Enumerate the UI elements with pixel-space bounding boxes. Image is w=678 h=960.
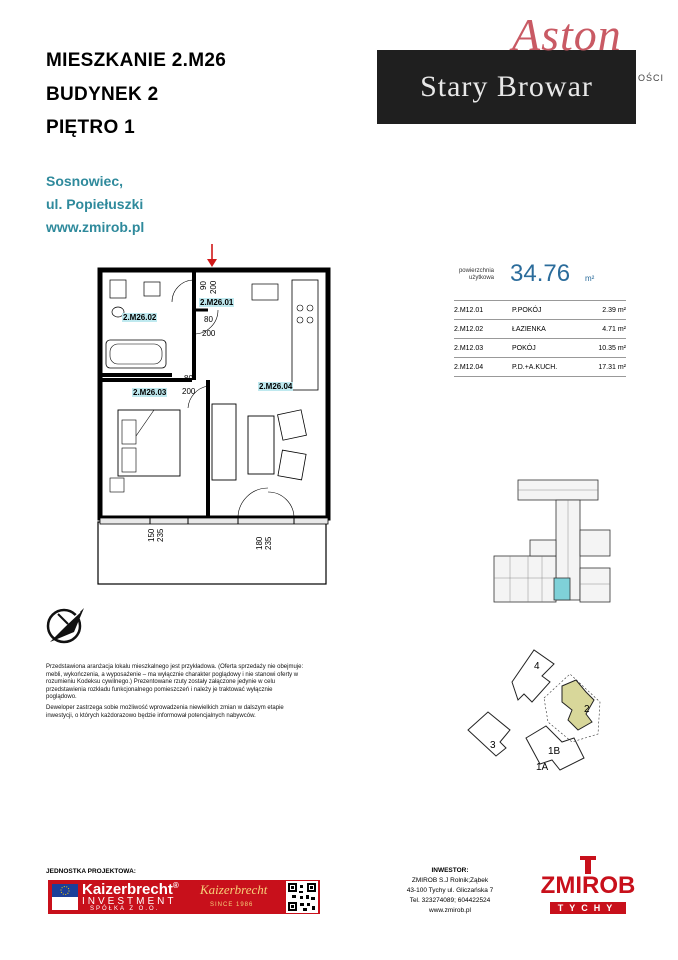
kaizer-line2: INVESTMENT: [82, 896, 177, 907]
kaizer-since: SINCE 1986: [210, 902, 254, 908]
project-name: Stary Browar: [420, 70, 593, 103]
dim-door-main-w: 90: [199, 281, 208, 290]
agency-suffix: OŚCI: [638, 73, 665, 83]
room-tag-01: 2.M26.01: [200, 298, 234, 307]
dim-door-main-h: 200: [209, 280, 218, 294]
kaizer-line3: SPÓŁKA Z O.O.: [90, 906, 160, 912]
building-title: BUDYNEK 2: [46, 84, 159, 105]
dim-win1-w: 150: [147, 528, 156, 542]
disclaimer-p1: Przedstawiona aranżacja lokalu mieszkalnego jest przykładowa. (Oferta sprzedaży nie obejmuje: mebli, wykończenia, a wyposażenie – ma wyłącznie charakter poglądowy i nie stanowi oferty w rozumieniu Kodeksu cywilnego.) Prezentowane rzuty zostały załączone jedynie w celu przedstawienia rozkładu funkcjonalnego pomieszczeń i należy je traktować wyłącznie poglądowo.: [46, 664, 304, 700]
zmirob-name: ZMIROB: [540, 872, 636, 899]
investor-phone: Tel. 323274089; 604422524: [409, 897, 491, 904]
investor-address: 43-100 Tychy ul. Gliczańska 7: [406, 887, 494, 894]
room-tag-04: 2.M26.04: [259, 382, 293, 391]
down-arrow-icon: [207, 244, 217, 267]
area-label: powierzchnia użytkowa: [458, 268, 494, 281]
city-text: Sosnowiec,: [46, 173, 124, 189]
project-logo: [377, 50, 636, 124]
floor-plan: [92, 240, 337, 590]
investor-block: [380, 866, 520, 916]
street-text: ul. Popiełuszki: [46, 196, 144, 212]
table-row: 2.M12.04 P.D.+A.KUCH. 17.31 m²: [454, 358, 626, 377]
kaizer-logo2: Kaizerbrecht: [200, 882, 268, 897]
dim-door-room-h: 200: [182, 387, 196, 396]
site-label-1b: 1B: [548, 746, 561, 757]
site-label-4: 4: [534, 661, 540, 672]
disclaimer-p2: Deweloper zastrzega sobie możliwość wprowadzenia niewielkich zmian w dalszym etapie inwestycji, o których każdorazowo będzie informował potencjalnych nabywców.: [46, 705, 284, 719]
dim-win2-w: 180: [255, 536, 264, 550]
dim-win1-h: 235: [156, 528, 165, 542]
room-tag-02: 2.M26.02: [123, 313, 157, 322]
eu-flag-icon: [52, 884, 78, 910]
kaizer-name: Kaizerbrecht®: [82, 881, 179, 898]
zmirob-logo: [540, 856, 636, 918]
apartment-title: MIESZKANIE 2.M26: [46, 50, 227, 71]
investor-name: ZMIROB S.J Rolnik;Ząbek: [411, 877, 489, 884]
dim-door-room-w: 80: [184, 374, 193, 383]
rooms-table: [454, 300, 626, 377]
investor-www[interactable]: www.zmirob.pl: [429, 907, 471, 914]
dim-win2-h: 235: [264, 536, 273, 550]
zmirob-sub: TYCHY: [550, 902, 626, 914]
investor-label: INWESTOR:: [431, 867, 469, 874]
site-map: [462, 642, 632, 777]
site-label-1a: 1A: [536, 762, 549, 773]
site-label-3: 3: [490, 740, 496, 751]
room-tag-03: 2.M26.03: [133, 388, 167, 397]
website-link[interactable]: www.zmirob.pl: [46, 219, 145, 235]
floor-title: PIĘTRO 1: [46, 117, 135, 138]
key-plan: [488, 470, 628, 610]
area-unit: m²: [585, 274, 595, 283]
table-row: 2.M12.03 POKÓJ 10.35 m²: [454, 339, 626, 358]
dim-door-bath-h: 200: [202, 329, 216, 338]
table-row: 2.M12.01 P.POKÓJ 2.39 m²: [454, 301, 626, 320]
area-value: 34.76: [510, 260, 571, 287]
kaizer-banner: [48, 880, 320, 914]
dim-door-bath-w: 80: [204, 315, 213, 324]
compass-north-icon: [44, 602, 92, 646]
design-unit-label: JEDNOSTKA PROJEKTOWA:: [46, 868, 136, 875]
table-row: 2.M12.02 ŁAZIENKA 4.71 m²: [454, 320, 626, 339]
site-label-2: 2: [584, 704, 590, 715]
unit-highlight: [554, 578, 570, 600]
qr-code-icon: [286, 881, 318, 913]
agency-logo: Aston: [512, 9, 622, 60]
